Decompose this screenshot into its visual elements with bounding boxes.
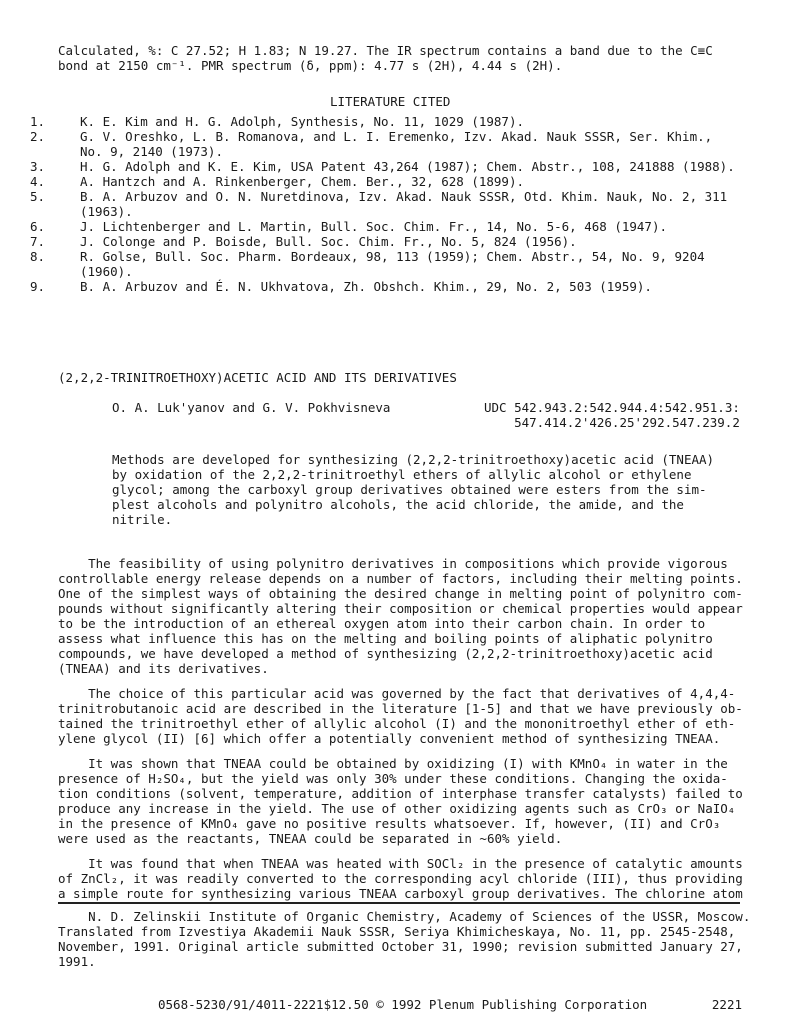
literature-heading: LITERATURE CITED [330,94,451,109]
reference-item [30,189,790,219]
reference-list [30,114,790,294]
reference-number: 6. [30,219,46,234]
abstract-line: plest alcohols and polynitro alcohols, the acid chloride, the amide, and the [112,497,684,512]
udc-line: UDC 542.943.2:542.944.4:542.951.3: [484,400,740,415]
reference-text [80,189,790,219]
reference-item [30,129,790,159]
body-line: in the presence of KMnO₄ gave no positive results whatsoever. If, however, (II) and CrO₃ [58,816,721,831]
footnote-line: Translated from Izvestiya Akademii Nauk SSSR, Seriya Khimicheskaya, No. 11, pp. 2545-2548, [58,924,736,939]
top-text [58,43,713,73]
reference-text [80,249,790,279]
page-footer [158,997,742,1012]
reference-line: (1963). [80,204,133,219]
reference-number: 5. [30,189,46,204]
body-line: controllable energy release depends on a number of factors, including their melting points. [58,571,743,586]
reference-line: G. V. Oreshko, L. B. Romanova, and L. I. Eremenko, Izv. Akad. Nauk SSSR, Ser. Khim., [80,129,713,144]
reference-number: 4. [30,174,46,189]
paragraph [58,756,743,846]
body-line: trinitrobutanoic acid are described in the literature [1-5] and that we have previously ob- [58,701,743,716]
body-line: were used as the reactants, TNEAA could be separated in ~60% yield. [58,831,563,846]
abstract-line: glycol; among the carboxyl group derivatives obtained were esters from the sim- [112,482,707,497]
article-body [58,556,743,911]
reference-line: B. A. Arbuzov and É. N. Ukhvatova, Zh. Obshch. Khim., 29, No. 2, 503 (1959). [80,279,652,294]
body-line: tion conditions (solvent, temperature, addition of interphase transfer catalysts) failed to [58,786,743,801]
reference-item [30,279,790,294]
body-line: a simple route for synthesizing various TNEAA carboxyl group derivatives. The chlorine atom [58,886,743,901]
reference-text [80,234,790,249]
article-title: (2,2,2-TRINITROETHOXY)ACETIC ACID AND ITS DERIVATIVES [58,370,457,385]
reference-text [80,159,790,174]
reference-line: A. Hantzch and A. Rinkenberger, Chem. Ber., 32, 628 (1899). [80,174,525,189]
body-line: It was shown that TNEAA could be obtained by oxidizing (I) with KMnO₄ in water in the [58,756,728,771]
reference-line: (1960). [80,264,133,279]
reference-line: R. Golse, Bull. Soc. Pharm. Bordeaux, 98, 113 (1959); Chem. Abstr., 54, No. 9, 9204 [80,249,705,264]
body-line: tained the trinitroethyl ether of allylic alcohol (I) and the mononitroethyl ether of eth- [58,716,736,731]
reference-text [80,219,790,234]
reference-line: B. A. Arbuzov and O. N. Nuretdinova, Izv. Akad. Nauk SSSR, Otd. Khim. Nauk, No. 2, 311 [80,189,728,204]
reference-item [30,159,790,174]
abstract-line: by oxidation of the 2,2,2-trinitroethyl ethers of allylic alcohol or ethylene [112,467,692,482]
footnote-line: N. D. Zelinskii Institute of Organic Chemistry, Academy of Sciences of the USSR, Moscow. [58,909,751,924]
udc-line: 547.414.2'426.25'292.547.239.2 [514,415,740,430]
footnote-divider [58,902,740,904]
abstract-line: nitrile. [112,512,173,527]
footnote-line: November, 1991. Original article submitted October 31, 1990; revision submitted January 27, [58,939,743,954]
body-line: presence of H₂SO₄, but the yield was only 30% under these conditions. Changing the oxida- [58,771,728,786]
paragraph [58,686,743,746]
footnote-line: 1991. [58,954,96,969]
reference-item [30,234,790,249]
reference-line: J. Colonge and P. Boisde, Bull. Soc. Chim. Fr., No. 5, 824 (1956). [80,234,577,249]
body-line: One of the simplest ways of obtaining the desired change in melting point of polynitro com- [58,586,743,601]
reference-item [30,174,790,189]
text-line: bond at 2150 cm⁻¹. PMR spectrum (δ, ppm): 4.77 s (2H), 4.44 s (2H). [58,58,563,73]
body-line: compounds, we have developed a method of synthesizing (2,2,2-trinitroethoxy)acetic acid [58,646,713,661]
reference-line: K. E. Kim and H. G. Adolph, Synthesis, No. 11, 1029 (1987). [80,114,525,129]
page-number: 2221 [711,997,742,1012]
reference-number: 1. [30,114,46,129]
reference-text [80,174,790,189]
reference-line: H. G. Adolph and K. E. Kim, USA Patent 43,264 (1987); Chem. Abstr., 108, 241888 (1988). [80,159,735,174]
text-line: Calculated, %: C 27.52; H 1.83; N 19.27. The IR spectrum contains a band due to the C≡C [58,43,713,58]
body-line: to be the introduction of an ethereal oxygen atom into their carbon chain. In order to [58,616,706,631]
body-line: ylene glycol (II) [6] which offer a potentially convenient method of synthesizing TNEAA. [58,731,721,746]
footnote [58,909,750,969]
article-authors: O. A. Luk'yanov and G. V. Pokhvisneva [112,400,391,415]
reference-item [30,114,790,129]
reference-number: 9. [30,279,46,294]
reference-line: No. 9, 2140 (1973). [80,144,223,159]
abstract [112,452,714,527]
reference-text [80,129,790,159]
reference-number: 2. [30,129,46,144]
body-line: of ZnCl₂, it was readily converted to the corresponding acyl chloride (III), thus providing [58,871,743,886]
reference-number: 3. [30,159,46,174]
body-line: assess what influence this has on the melting and boiling points of aliphatic polynitro [58,631,713,646]
reference-item [30,219,790,234]
paragraph [58,556,743,676]
body-line: The choice of this particular acid was governed by the fact that derivatives of 4,4,4- [58,686,736,701]
reference-item [30,249,790,279]
reference-line: J. Lichtenberger and L. Martin, Bull. Soc. Chim. Fr., 14, No. 5-6, 468 (1947). [80,219,667,234]
body-line: produce any increase in the yield. The use of other oxidizing agents such as CrO₃ or NaIO₄ [58,801,736,816]
reference-number: 8. [30,249,46,264]
reference-number: 7. [30,234,46,249]
body-line: The feasibility of using polynitro derivatives in compositions which provide vigorous [58,556,728,571]
body-line: pounds without significantly altering their composition or chemical properties would appear [58,601,743,616]
reference-text [80,114,790,129]
abstract-line: Methods are developed for synthesizing (2,2,2-trinitroethoxy)acetic acid (TNEAA) [112,452,715,467]
udc-code [484,400,740,430]
copyright-line: 0568-5230/91/4011-2221$12.50 © 1992 Plenum Publishing Corporation [158,997,648,1012]
paragraph [58,856,743,901]
body-line: It was found that when TNEAA was heated with SOCl₂ in the presence of catalytic amounts [58,856,743,871]
reference-text [80,279,790,294]
body-line: (TNEAA) and its derivatives. [58,661,269,676]
